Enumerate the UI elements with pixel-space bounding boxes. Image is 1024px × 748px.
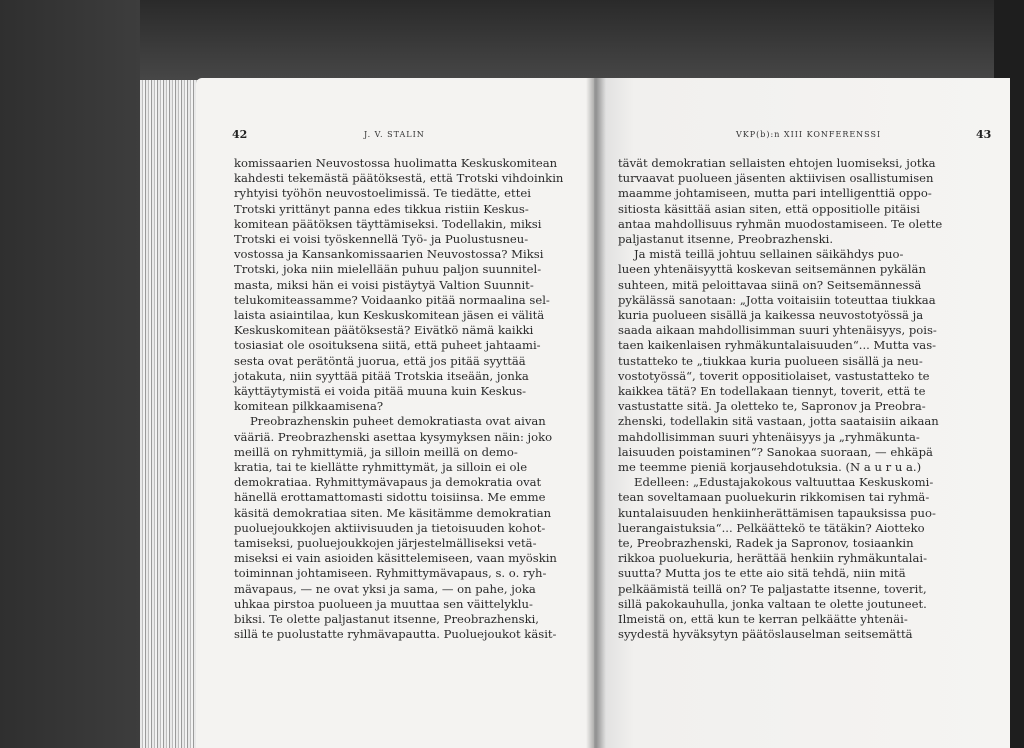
text-line: pelkäämistä teillä on? Te paljastatte itsenne, toverit, [618, 581, 927, 596]
text-line: miseksi ei vain asioiden käsittelemiseen, vaan myöskin [234, 551, 557, 566]
text-line: Keskuskomitean päätöksestä? Eivätkö nämä kaikki [234, 323, 534, 338]
text-line: telukomiteassamme? Voidaanko pitää normaalina sel- [234, 292, 550, 307]
left-page-text [234, 156, 578, 643]
text-line: kahdesti tekemästä päätöksestä, että Trotski vihdoinkin [234, 171, 564, 186]
right-page [594, 78, 1010, 748]
text-line: komitean päätöksen täyttämiseksi. Todellakin, miksi [234, 216, 542, 231]
book-gutter [586, 78, 606, 748]
text-line: mahdollisimman suuri yhtenäisyys ja „ryhmäkunta- [618, 429, 920, 444]
text-line: komissaarien Neuvostossa huolimatta Keskuskomitean [234, 156, 558, 170]
text-line: Trotski ei voisi työskennellä Työ- ja Puolustusneu- [234, 232, 529, 247]
text-line: tustatteko te „tiukkaa kuria puolueen sisällä ja neu- [618, 353, 923, 368]
text-line: antaa mahdollisuus ryhmän muodostamiseen. Te olette [618, 216, 943, 231]
background-left [0, 0, 140, 748]
text-line: lueen yhtenäisyyttä koskevan seitsemännen pykälän [618, 262, 926, 277]
text-line: kaikkea tätä? En todellakaan tiennyt, toverit, että te [618, 384, 926, 399]
text-line: maamme johtamiseen, mutta pari intelligenttiä oppo- [618, 186, 932, 201]
right-page-text [618, 156, 982, 643]
text-line: turvaavat puolueen jäsenten aktiivisen osallistumisen [618, 171, 934, 186]
text-line: suhteen, mitä peloittavaa siinä on? Seitsemännessä [618, 277, 922, 292]
text-line: mävapaus, — ne ovat yksi ja sama, — on pahe, joka [234, 581, 536, 596]
right-running-head: VKP(b):n XIII KONFERENSSI [736, 130, 882, 139]
text-line: käsitä demokratiaa siten. Me käsitämme demokratian [234, 505, 552, 520]
text-line: tosiasiat ole osoituksena siitä, että puheet jahtaami- [234, 338, 541, 353]
right-page-number: 43 [976, 128, 992, 141]
text-line: Ilmeistä on, että kun te kerran pelkäätte yhtenäi- [618, 612, 908, 627]
text-line: me teemme pieniä korjausehdotuksia. (N a u r u a.) [618, 460, 922, 475]
text-line: vastustatte sitä. Ja oletteko te, Sapronov ja Preobra- [618, 399, 926, 414]
text-line: suutta? Mutta jos te ette aio sitä tehdä, niin mitä [618, 566, 906, 581]
text-line: tean soveltamaan puoluekurin rikkomisen tai ryhmä- [618, 490, 930, 505]
text-line: saada aikaan mahdollisimman suuri yhtenäisyys, pois- [618, 323, 937, 338]
left-running-head: J. V. STALIN [364, 130, 425, 139]
text-line: sitiosta käsittää asian siten, että oppositiolle pitäisi [618, 201, 920, 216]
text-line: uhkaa pirstoa puolueen ja muuttaa sen väittelyklu- [234, 596, 533, 611]
text-line: toiminnan johtamiseen. Ryhmittymävapaus, s. o. ryh- [234, 566, 547, 581]
text-line: kratia, tai te kiellätte ryhmittymät, ja silloin ei ole [234, 460, 528, 475]
text-line: kuria puolueen sisällä ja kaikessa neuvostotyössä ja [618, 308, 924, 323]
text-line: sillä pakokauhulla, jonka valtaan te olette joutuneet. [618, 596, 927, 611]
text-line: vostossa ja Kansankomissaarien Neuvostossa? Miksi [234, 247, 544, 262]
text-line: puoluejoukkojen aktiivisuuden ja tietoisuuden kohot- [234, 520, 546, 535]
text-line: rikkoa puoluekuria, herättää henkiin ryhmäkuntalai- [618, 551, 928, 566]
text-line: syydestä hyväksytyn päätöslauselman seitsemättä [618, 627, 913, 642]
text-line: laisuuden poistaminen“? Sanokaa suoraan, — ehkäpä [618, 444, 933, 459]
text-line: pykälässä sanotaan: „Jotta voitaisiin toteuttaa tiukkaa [618, 292, 936, 307]
text-line: meillä on ryhmittymiä, ja silloin meillä on demo- [234, 444, 518, 459]
open-book [140, 70, 1010, 748]
text-line: käyttäytymistä ei voida pitää muuna kuin Keskus- [234, 384, 527, 399]
text-line: Trotski yrittänyt panna edes tikkua ristiin Keskus- [234, 201, 529, 216]
text-line: tävät demokratian sellaisten ehtojen luomiseksi, jotka [618, 156, 936, 170]
text-line: vääriä. Preobrazhenski asettaa kysymyksen näin: joko [234, 429, 553, 444]
text-line: komitean pilkkaamisena? [234, 399, 384, 414]
page-edges [140, 80, 198, 748]
text-line: zhenski, todellakin sitä vastaan, jotta saataisiin aikaan [618, 414, 939, 429]
text-line: demokratiaa. Ryhmittymävapaus ja demokratia ovat [234, 475, 542, 490]
text-line: sesta ovat perätöntä juorua, että jos pitää syyttää [234, 353, 526, 368]
text-line: tamiseksi, puoluejoukkojen järjestelmälliseksi vetä- [234, 536, 537, 551]
text-line: Preobrazhenskin puheet demokratiasta ovat aivan [250, 414, 546, 429]
text-line: laista asiaintilaa, kun Keskuskomitean jäsen ei välitä [234, 308, 545, 323]
text-line: ryhtyisi työhön neuvostoelimissä. Te tiedätte, ettei [234, 186, 531, 201]
text-line: Edelleen: „Edustajakokous valtuuttaa Keskuskomi- [634, 475, 934, 490]
text-line: luerangaistuksia“... Pelkäättekö te tätäkin? Aiotteko [618, 520, 925, 535]
text-line: taen kaikenlaisen ryhmäkuntalaisuuden“... Mutta vas- [618, 338, 937, 353]
text-line: Trotski, joka niin mielellään puhuu paljon suunnitel- [234, 262, 542, 277]
left-page [196, 78, 594, 748]
left-page-number: 42 [232, 128, 248, 141]
text-line: kuntalaisuuden henkiinherättämisen tapauksissa puo- [618, 505, 936, 520]
text-line: vostotyössä“, toverit oppositiolaiset, vastustatteko te [618, 368, 930, 383]
text-line: masta, miksi hän ei voisi pistäytyä Valtion Suunnit- [234, 277, 534, 292]
text-line: te, Preobrazhenski, Radek ja Sapronov, tosiaankin [618, 536, 914, 551]
text-line: Ja mistä teillä johtuu sellainen säikähdys puo- [634, 247, 904, 262]
text-line: sillä te puolustatte ryhmävapautta. Puoluejoukot käsit- [234, 627, 557, 642]
text-line: jotakuta, niin syyttää pitää Trotskia itseään, jonka [234, 368, 529, 383]
text-line: hänellä erottamattomasti sidottu toisiinsa. Me emme [234, 490, 546, 505]
text-line: paljastanut itsenne, Preobrazhenski. [618, 232, 834, 247]
text-line: biksi. Te olette paljastanut itsenne, Preobrazhenski, [234, 612, 539, 627]
